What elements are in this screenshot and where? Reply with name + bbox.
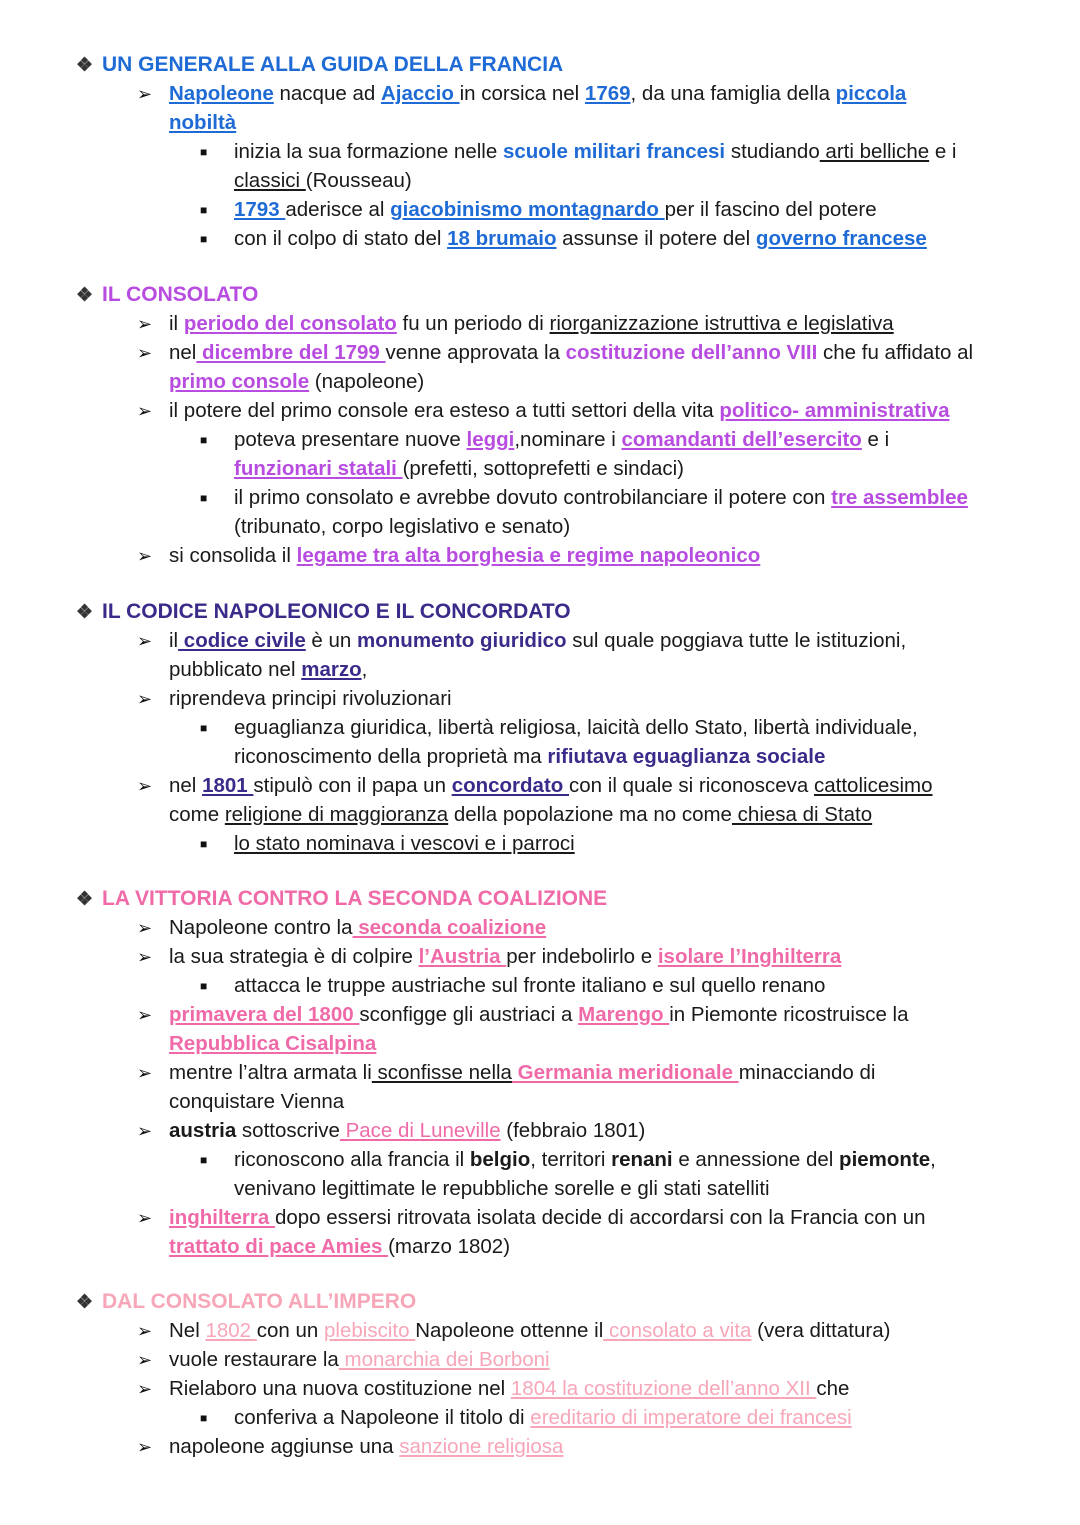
square-bullet-icon: ■ xyxy=(200,433,208,447)
section-title: ❖ LA VITTORIA CONTRO LA SECONDA COALIZIONE xyxy=(76,884,607,914)
bullet-line-continued: primo console (napoleone) xyxy=(169,370,425,393)
bullet-line: ➢ inghilterra dopo essersi ritrovata isolata decide di accordarsi con la Francia con un xyxy=(137,1203,926,1233)
square-bullet-icon: ■ xyxy=(200,145,208,159)
bullet-line: ➢ primavera del 1800 sconfigge gli austriaci a Marengo in Piemonte ricostruisce la xyxy=(137,1000,909,1030)
arrow-bullet-icon: ➢ xyxy=(137,1350,153,1370)
diamond-bullet-icon: ❖ xyxy=(76,285,94,306)
sub-bullet-line: ■ con il colpo di stato del 18 brumaio assunse il potere del governo francese xyxy=(200,224,927,256)
square-bullet-icon: ■ xyxy=(200,203,208,217)
bullet-line: ➢ nel dicembre del 1799 venne approvata la costituzione dell’anno VIII che fu affidato al xyxy=(137,338,973,368)
bullet-line: ➢ la sua strategia è di colpire l’Austria per indebolirlo e isolare l’Inghilterra xyxy=(137,942,841,972)
square-bullet-icon: ■ xyxy=(200,491,208,505)
square-bullet-icon: ■ xyxy=(200,1153,208,1167)
arrow-bullet-icon: ➢ xyxy=(137,1005,153,1025)
sub-bullet-line: ■ inizia la sua formazione nelle scuole militari francesi studiando arti belliche e i xyxy=(200,137,956,169)
bullet-line: ➢ riprendeva principi rivoluzionari xyxy=(137,684,452,714)
bullet-line: ➢ il potere del primo console era esteso a tutti settori della vita politico- amministrativa xyxy=(137,396,949,426)
sub-bullet-line: ■ 1793 aderisce al giacobinismo montagnardo per il fascino del potere xyxy=(200,195,877,227)
arrow-bullet-icon: ➢ xyxy=(137,776,153,796)
bullet-line-continued: pubblicato nel marzo, xyxy=(169,658,368,681)
sub-bullet-line: ■ riconoscono alla francia il belgio, territori renani e annessione del piemonte, xyxy=(200,1145,936,1177)
diamond-bullet-icon: ❖ xyxy=(76,602,94,623)
bullet-line: ➢ Napoleone nacque ad Ajaccio in corsica nel 1769, da una famiglia della piccola xyxy=(137,79,906,109)
diamond-bullet-icon: ❖ xyxy=(76,1292,94,1313)
sub-bullet-line-continued: riconoscimento della proprietà ma rifiutava eguaglianza sociale xyxy=(234,745,826,768)
bullet-line: ➢ vuole restaurare la monarchia dei Borboni xyxy=(137,1345,550,1375)
square-bullet-icon: ■ xyxy=(200,1411,208,1425)
arrow-bullet-icon: ➢ xyxy=(137,1379,153,1399)
arrow-bullet-icon: ➢ xyxy=(137,546,153,566)
arrow-bullet-icon: ➢ xyxy=(137,1321,153,1341)
bullet-line-continued: come religione di maggioranza della popolazione ma no come chiesa di Stato xyxy=(169,803,873,826)
section-title: ❖ IL CODICE NAPOLEONICO E IL CONCORDATO xyxy=(76,597,571,627)
bullet-line-continued: trattato di pace Amies (marzo 1802) xyxy=(169,1235,511,1258)
sub-bullet-line-continued: venivano legittimate le repubbliche sorelle e gli stati satelliti xyxy=(234,1177,770,1200)
section-title: ❖ UN GENERALE ALLA GUIDA DELLA FRANCIA xyxy=(76,50,563,80)
arrow-bullet-icon: ➢ xyxy=(137,1437,153,1457)
square-bullet-icon: ■ xyxy=(200,721,208,735)
bullet-line: ➢ Nel 1802 con un plebiscito Napoleone ottenne il consolato a vita (vera dittatura) xyxy=(137,1316,890,1346)
arrow-bullet-icon: ➢ xyxy=(137,947,153,967)
sub-bullet-line: ■ conferiva a Napoleone il titolo di ereditario di imperatore dei francesi xyxy=(200,1403,852,1435)
bullet-line-continued: Repubblica Cisalpina xyxy=(169,1032,377,1055)
arrow-bullet-icon: ➢ xyxy=(137,1063,153,1083)
square-bullet-icon: ■ xyxy=(200,979,208,993)
square-bullet-icon: ■ xyxy=(200,837,208,851)
sub-bullet-line-continued: funzionari statali (prefetti, sottoprefetti e sindaci) xyxy=(234,457,685,480)
arrow-bullet-icon: ➢ xyxy=(137,314,153,334)
arrow-bullet-icon: ➢ xyxy=(137,401,153,421)
sub-bullet-line: ■ lo stato nominava i vescovi e i parroci xyxy=(200,829,575,861)
bullet-line: ➢ napoleone aggiunse una sanzione religiosa xyxy=(137,1432,563,1462)
diamond-bullet-icon: ❖ xyxy=(76,55,94,76)
arrow-bullet-icon: ➢ xyxy=(137,1208,153,1228)
sub-bullet-line: ■ il primo consolato e avrebbe dovuto controbilanciare il potere con tre assemblee xyxy=(200,483,968,515)
bullet-line: ➢ Rielaboro una nuova costituzione nel 1804 la costituzione dell’anno XII che xyxy=(137,1374,849,1404)
bullet-line: ➢ mentre l’altra armata li sconfisse nella Germania meridionale minacciando di xyxy=(137,1058,875,1088)
sub-bullet-line: ■ attacca le truppe austriache sul fronte italiano e sul quello renano xyxy=(200,971,825,1003)
sub-bullet-line-continued: (tribunato, corpo legislativo e senato) xyxy=(234,515,571,538)
bullet-line: ➢ austria sottoscrive Pace di Luneville (febbraio 1801) xyxy=(137,1116,645,1146)
sub-bullet-line-continued: classici (Rousseau) xyxy=(234,169,412,192)
bullet-line: ➢ Napoleone contro la seconda coalizione xyxy=(137,913,546,943)
square-bullet-icon: ■ xyxy=(200,232,208,246)
arrow-bullet-icon: ➢ xyxy=(137,689,153,709)
bullet-line: ➢ il codice civile è un monumento giuridico sul quale poggiava tutte le istituzioni, xyxy=(137,626,906,656)
sub-bullet-line: ■ eguaglianza giuridica, libertà religiosa, laicità dello Stato, libertà individuale, xyxy=(200,713,918,745)
bullet-line: ➢ il periodo del consolato fu un periodo di riorganizzazione istruttiva e legislativa xyxy=(137,309,894,339)
bullet-line-continued: nobiltà xyxy=(169,111,237,134)
diamond-bullet-icon: ❖ xyxy=(76,889,94,910)
arrow-bullet-icon: ➢ xyxy=(137,84,153,104)
arrow-bullet-icon: ➢ xyxy=(137,918,153,938)
bullet-line: ➢ nel 1801 stipulò con il papa un concordato con il quale si riconosceva cattolicesimo xyxy=(137,771,933,801)
arrow-bullet-icon: ➢ xyxy=(137,343,153,363)
arrow-bullet-icon: ➢ xyxy=(137,1121,153,1141)
bullet-line-continued: conquistare Vienna xyxy=(169,1090,345,1113)
arrow-bullet-icon: ➢ xyxy=(137,631,153,651)
bullet-line: ➢ si consolida il legame tra alta borghesia e regime napoleonico xyxy=(137,541,760,571)
sub-bullet-line: ■ poteva presentare nuove leggi,nominare i comandanti dell’esercito e i xyxy=(200,425,889,457)
section-title: ❖ DAL CONSOLATO ALL’IMPERO xyxy=(76,1287,416,1317)
section-title: ❖ IL CONSOLATO xyxy=(76,280,258,310)
